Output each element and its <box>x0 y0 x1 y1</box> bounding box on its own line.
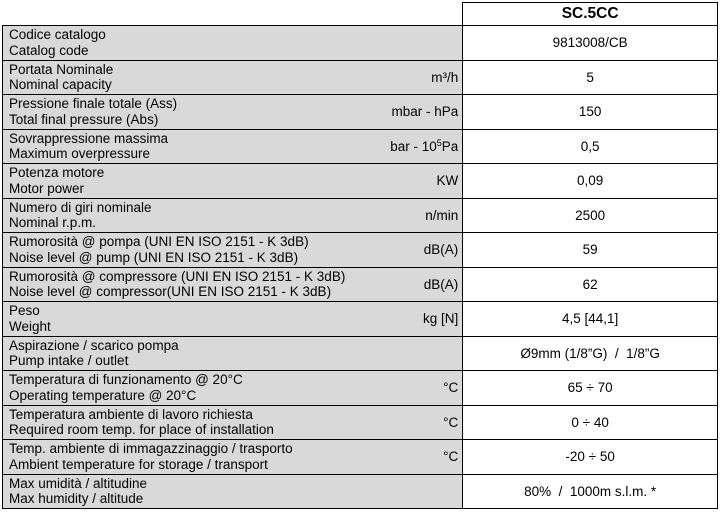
spec-row-noise-pump <box>3 233 718 268</box>
spec-row-nominal-capacity <box>3 60 718 95</box>
label-italian: Temp. ambiente di immagazzinaggio / trasporto <box>9 441 293 457</box>
header-blank-cell <box>3 3 463 26</box>
spec-row-storage-temperature <box>3 440 718 475</box>
spec-value: 2500 <box>463 198 718 233</box>
spec-value: 0,09 <box>463 164 718 199</box>
spec-label-cell <box>3 95 463 130</box>
spec-row-nominal-rpm <box>3 198 718 233</box>
unit-prefix: bar - 10 <box>390 138 437 154</box>
label-english: Noise level @ compressor(UNI EN ISO 2151 - K 3dB) <box>9 284 332 300</box>
unit-suffix: Pa <box>441 138 459 154</box>
spec-row-max-humidity-altitude <box>3 474 718 509</box>
label-italian: Peso <box>9 303 40 319</box>
label-english: Catalog code <box>9 42 89 58</box>
spec-row-operating-temperature <box>3 371 718 406</box>
label-english: Required room temp. for place of installation <box>9 422 274 438</box>
spec-row-weight <box>3 302 718 337</box>
spec-label-cell <box>3 164 463 199</box>
label-italian: Rumorosità @ compressore (UNI EN ISO 2151 - K 3dB) <box>9 268 346 284</box>
unit: KW <box>436 173 459 188</box>
label-italian: Temperatura di funzionamento @ 20°C <box>9 372 243 388</box>
label-english: Maximum overpressure <box>9 146 151 162</box>
spec-label-cell <box>3 198 463 233</box>
spec-label-cell <box>3 405 463 440</box>
label-italian: Aspirazione / scarico pompa <box>9 337 179 353</box>
spec-value: 0 ÷ 40 <box>463 405 718 440</box>
label-italian: Max umidità / altitudine <box>9 475 148 491</box>
label-english: Motor power <box>9 180 85 196</box>
unit <box>382 139 458 155</box>
label-italian: Rumorosità @ pompa (UNI EN ISO 2151 - K 3dB) <box>9 234 309 250</box>
spec-label-cell <box>3 129 463 164</box>
label-english: Noise level @ pump (UNI EN ISO 2151 - K 3dB) <box>9 249 299 265</box>
label-italian: Codice catalogo <box>9 27 106 43</box>
spec-row-pump-intake-outlet <box>3 336 718 371</box>
spec-row-room-temperature <box>3 405 718 440</box>
spec-label-cell <box>3 233 463 268</box>
spec-row-final-pressure <box>3 95 718 130</box>
spec-label-cell <box>3 60 463 95</box>
label-english: Weight <box>9 318 51 334</box>
label-italian: Potenza motore <box>9 165 105 181</box>
label-english: Pump intake / outlet <box>9 353 129 369</box>
unit: °C <box>443 380 459 395</box>
spec-row-motor-power <box>3 164 718 199</box>
spec-label-cell <box>3 474 463 509</box>
spec-label-cell <box>3 302 463 337</box>
spec-value: 150 <box>463 95 718 130</box>
label-english: Operating temperature @ 20°C <box>9 387 197 403</box>
spec-label-cell <box>3 26 463 61</box>
spec-value: 0,5 <box>463 129 718 164</box>
spec-label-cell <box>3 371 463 406</box>
label-italian: Pressione finale totale (Ass) <box>9 96 178 112</box>
unit: dB(A) <box>423 276 459 292</box>
spec-row-catalog-code <box>3 26 718 61</box>
unit: °C <box>443 449 459 464</box>
spec-row-noise-compressor <box>3 267 718 302</box>
unit: dB(A) <box>423 242 459 257</box>
label-english: Max humidity / altitude <box>9 491 144 507</box>
spec-value: 9813008/CB <box>463 26 718 61</box>
spec-value: 4,5 [44,1] <box>463 302 718 337</box>
spec-value: 80% / 1000m s.l.m. * <box>463 474 718 509</box>
spec-value: Ø9mm (1/8”G) / 1/8”G <box>463 336 718 371</box>
spec-table <box>2 2 718 509</box>
unit: n/min <box>425 207 459 223</box>
model-name: SC.5CC <box>463 3 718 26</box>
spec-row-max-overpressure <box>3 129 718 164</box>
label-english: Total final pressure (Abs) <box>9 111 159 127</box>
spec-value: -20 ÷ 50 <box>463 440 718 475</box>
unit: mbar - hPa <box>391 104 459 119</box>
label-english: Nominal capacity <box>9 77 112 93</box>
unit: m³/h <box>431 69 459 85</box>
label-english: Ambient temperature for storage / transport <box>9 456 268 472</box>
label-italian: Sovrappressione massima <box>9 130 169 146</box>
spec-value: 62 <box>463 267 718 302</box>
unit: °C <box>443 414 459 430</box>
spec-label-cell <box>3 440 463 475</box>
spec-value: 5 <box>463 60 718 95</box>
spec-value: 59 <box>463 233 718 268</box>
label-english: Nominal r.p.m. <box>9 215 97 231</box>
unit-exponent: 5 <box>436 137 442 148</box>
unit: kg [N] <box>423 311 459 326</box>
spec-label-cell <box>3 336 463 371</box>
spec-value: 65 ÷ 70 <box>463 371 718 406</box>
label-italian: Numero di giri nominale <box>9 199 152 215</box>
label-italian: Portata Nominale <box>9 61 114 77</box>
header-row <box>3 3 718 26</box>
label-italian: Temperatura ambiente di lavoro richiesta <box>9 406 253 422</box>
spec-label-cell <box>3 267 463 302</box>
